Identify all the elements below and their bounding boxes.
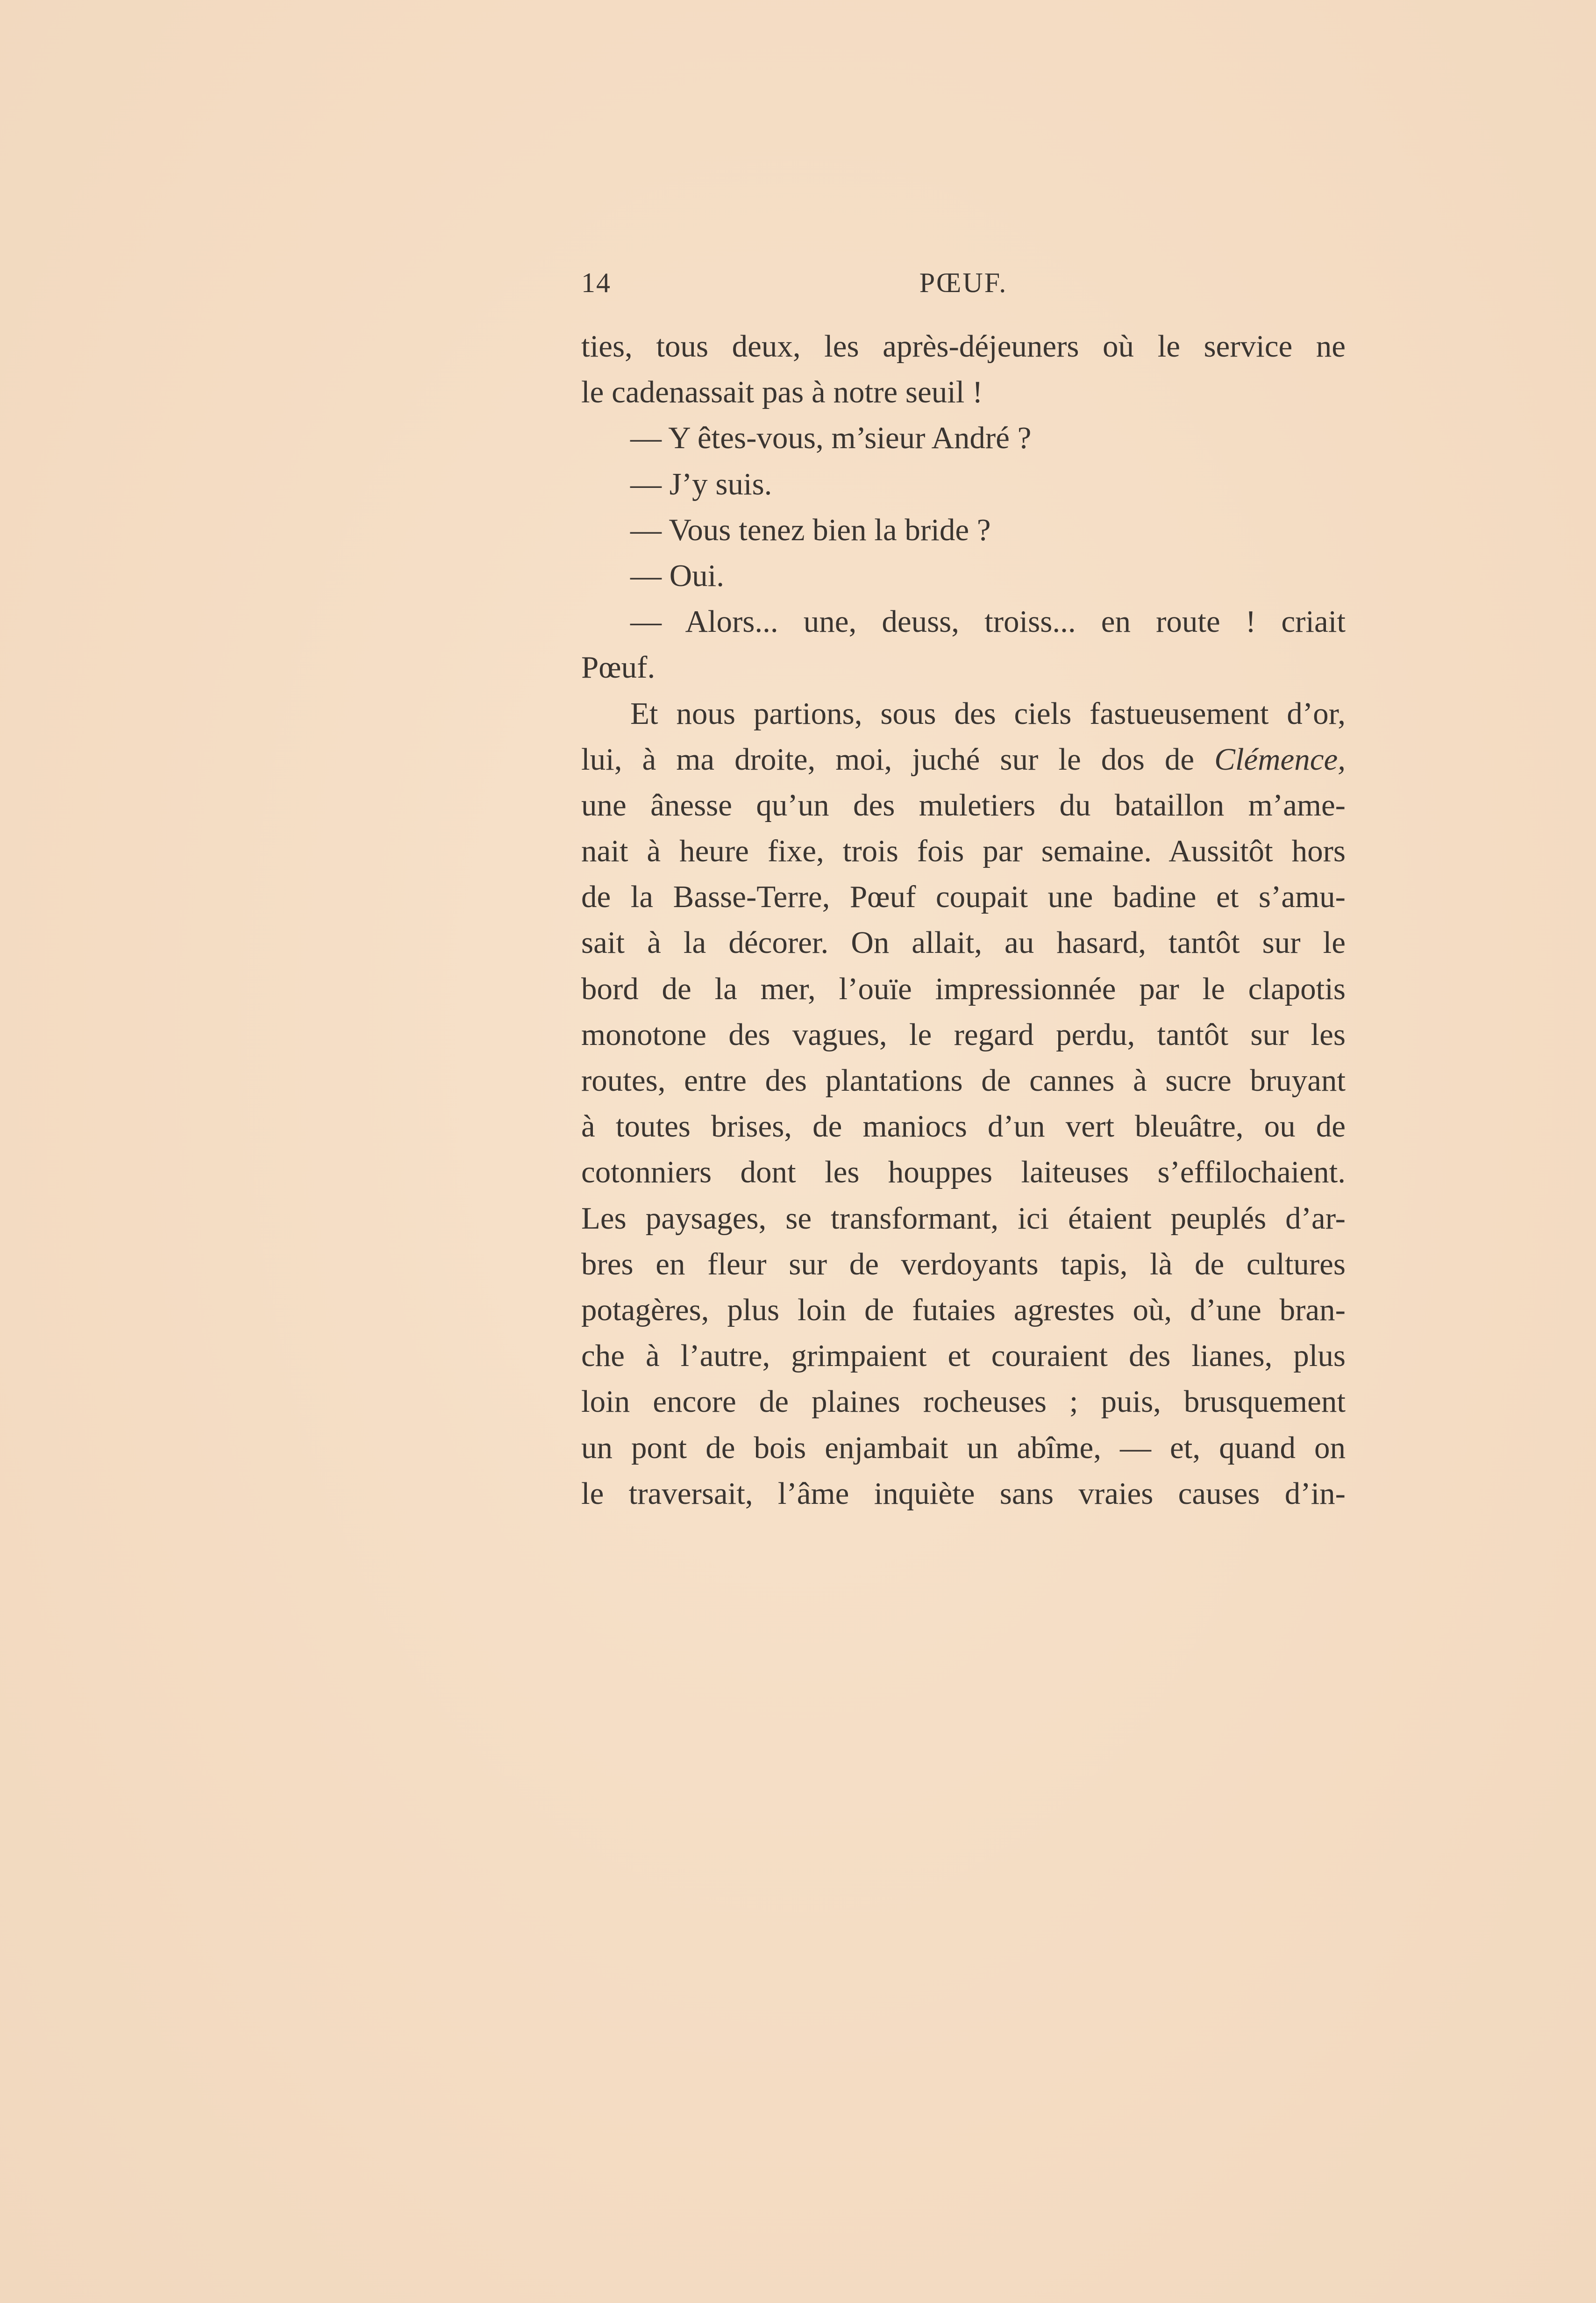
text-line: routes, entre des plantations de cannes à sucre bruyant: [581, 1063, 1346, 1098]
text-line: à toutes brises, de maniocs d’un vert bleuâtre, ou de: [581, 1109, 1346, 1144]
dialogue-line: — Vous tenez bien la bride ?: [630, 512, 991, 547]
text-line: bord de la mer, l’ouïe impressionnée par le clapotis: [581, 971, 1346, 1006]
dialogue-line: — Y êtes-vous, m’sieur André ?: [630, 421, 1032, 456]
text-line: ties, tous deux, les après-déjeuners où le service ne: [581, 329, 1346, 364]
text-line: le traversait, l’âme inquiète sans vraies causes d’in-: [581, 1476, 1346, 1511]
text-line: [581, 737, 1346, 782]
text-line: nait à heure fixe, trois fois par semaine. Aussitôt hors: [581, 834, 1346, 869]
text-line: une ânesse qu’un des muletiers du bataillon m’ame-: [581, 787, 1346, 822]
text-line: che à l’autre, grimpaient et couraient des lianes, plus: [581, 1338, 1346, 1373]
text-line: cotonniers dont les houppes laiteuses s’effilochaient.: [581, 1155, 1346, 1190]
running-title: PŒUF.: [919, 267, 1008, 298]
paragraph-start-line: Et nous partions, sous des ciels fastueusement d’or,: [630, 696, 1346, 731]
text-line: Les paysages, se transformant, ici étaient peuplés d’ar-: [581, 1201, 1346, 1236]
text-line: monotone des vagues, le regard perdu, tantôt sur les: [581, 1017, 1346, 1052]
text-line: Pœuf.: [581, 650, 656, 685]
running-head: [581, 259, 1346, 306]
text-line: sait à la décorer. On allait, au hasard, tantôt sur le: [581, 925, 1346, 960]
text-segment: lui, à ma droite, moi, juché sur le dos de: [581, 742, 1195, 777]
text-line: un pont de bois enjambait un abîme, — et, quand on: [581, 1430, 1346, 1465]
dialogue-line: — Oui.: [630, 558, 724, 593]
text-line: bres en fleur sur de verdoyants tapis, là de cultures: [581, 1246, 1346, 1281]
page-number: 14: [581, 267, 611, 298]
dialogue-line: — Alors... une, deuss, troiss... en route ! criait: [630, 604, 1346, 639]
text-line: le cadenassait pas à notre seuil !: [581, 375, 983, 410]
italic-name: Clémence,: [1214, 742, 1346, 777]
text-line: potagères, plus loin de futaies agrestes où, d’une bran-: [581, 1292, 1346, 1327]
text-line: loin encore de plaines rocheuses ; puis, brusquement: [581, 1384, 1346, 1419]
body-text: [581, 323, 1346, 1516]
dialogue-line: — J’y suis.: [630, 466, 772, 501]
text-line: de la Basse-Terre, Pœuf coupait une badine et s’amu-: [581, 880, 1346, 915]
